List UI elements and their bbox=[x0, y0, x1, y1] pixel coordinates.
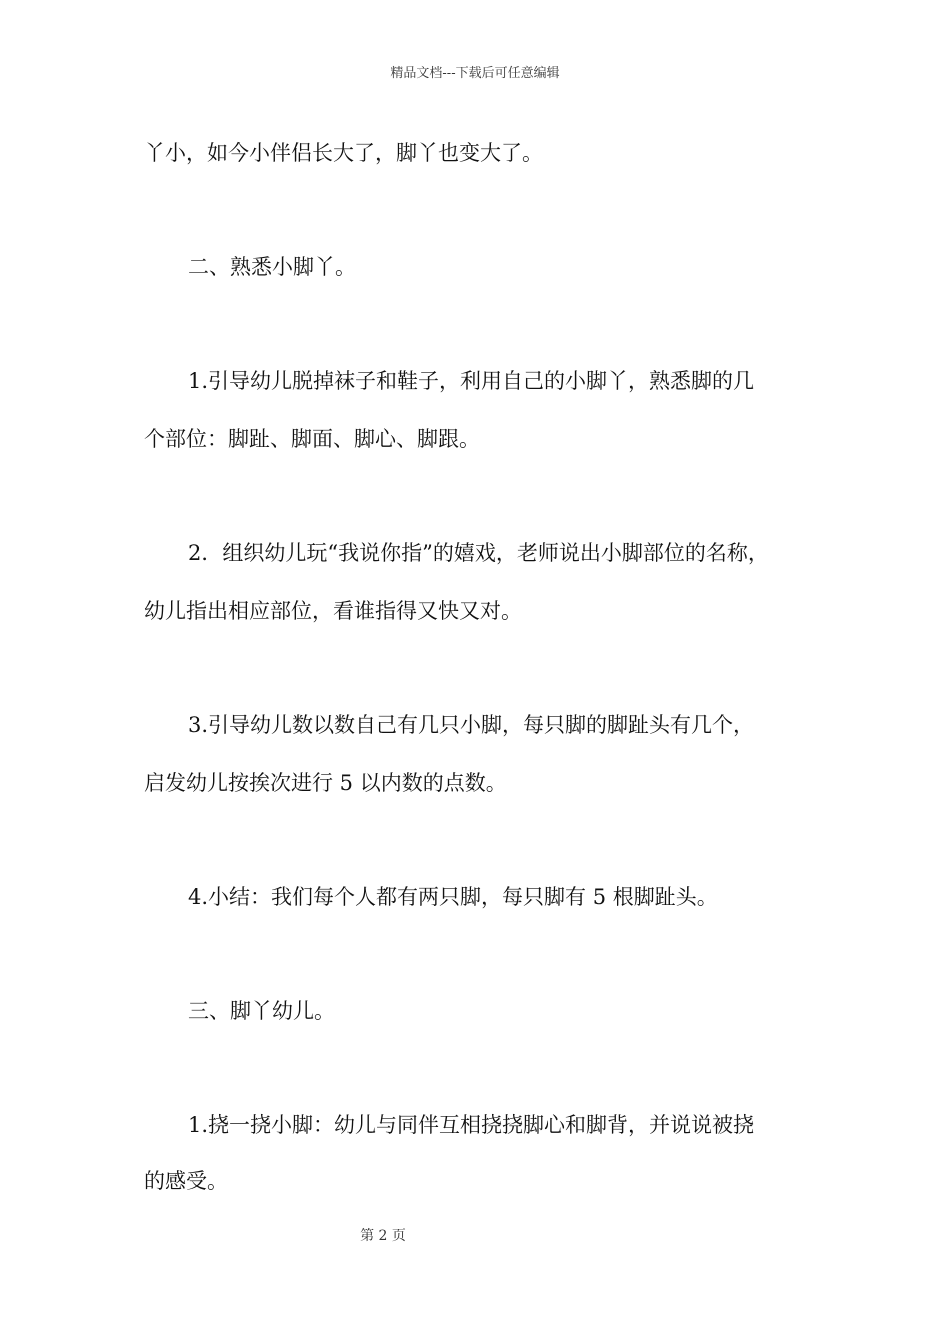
paragraph-line: 1.引导幼儿脱掉袜子和鞋子，利用自己的小脚丫，熟悉脚的几 bbox=[188, 369, 755, 393]
paragraph-line: 幼儿指出相应部位，看谁指得又快又对。 bbox=[144, 599, 522, 623]
paragraph-line: 的感受。 bbox=[144, 1169, 228, 1193]
paragraph-line: 3.引导幼儿数以数自己有几只小脚，每只脚的脚趾头有几个， bbox=[188, 713, 755, 737]
paragraph-line: 丫小，如今小伴侣长大了，脚丫也变大了。 bbox=[144, 141, 543, 165]
page-header: 精品文档---下载后可任意编辑 bbox=[390, 66, 560, 81]
page-number: 第 2 页 bbox=[360, 1228, 406, 1244]
paragraph-line: 1.挠一挠小脚：幼儿与同伴互相挠挠脚心和脚背，并说说被挠 bbox=[188, 1113, 755, 1137]
paragraph-line: 4.小结：我们每个人都有两只脚，每只脚有 5 根脚趾头。 bbox=[188, 885, 718, 909]
paragraph-line: 个部位：脚趾、脚面、脚心、脚跟。 bbox=[144, 427, 480, 451]
section-heading: 三、脚丫幼儿。 bbox=[188, 999, 335, 1023]
paragraph-line: 2．组织幼儿玩“我说你指”的嬉戏，老师说出小脚部位的名称， bbox=[188, 541, 769, 565]
section-heading: 二、熟悉小脚丫。 bbox=[188, 255, 356, 279]
paragraph-line: 启发幼儿按挨次进行 5 以内数的点数。 bbox=[144, 771, 507, 795]
